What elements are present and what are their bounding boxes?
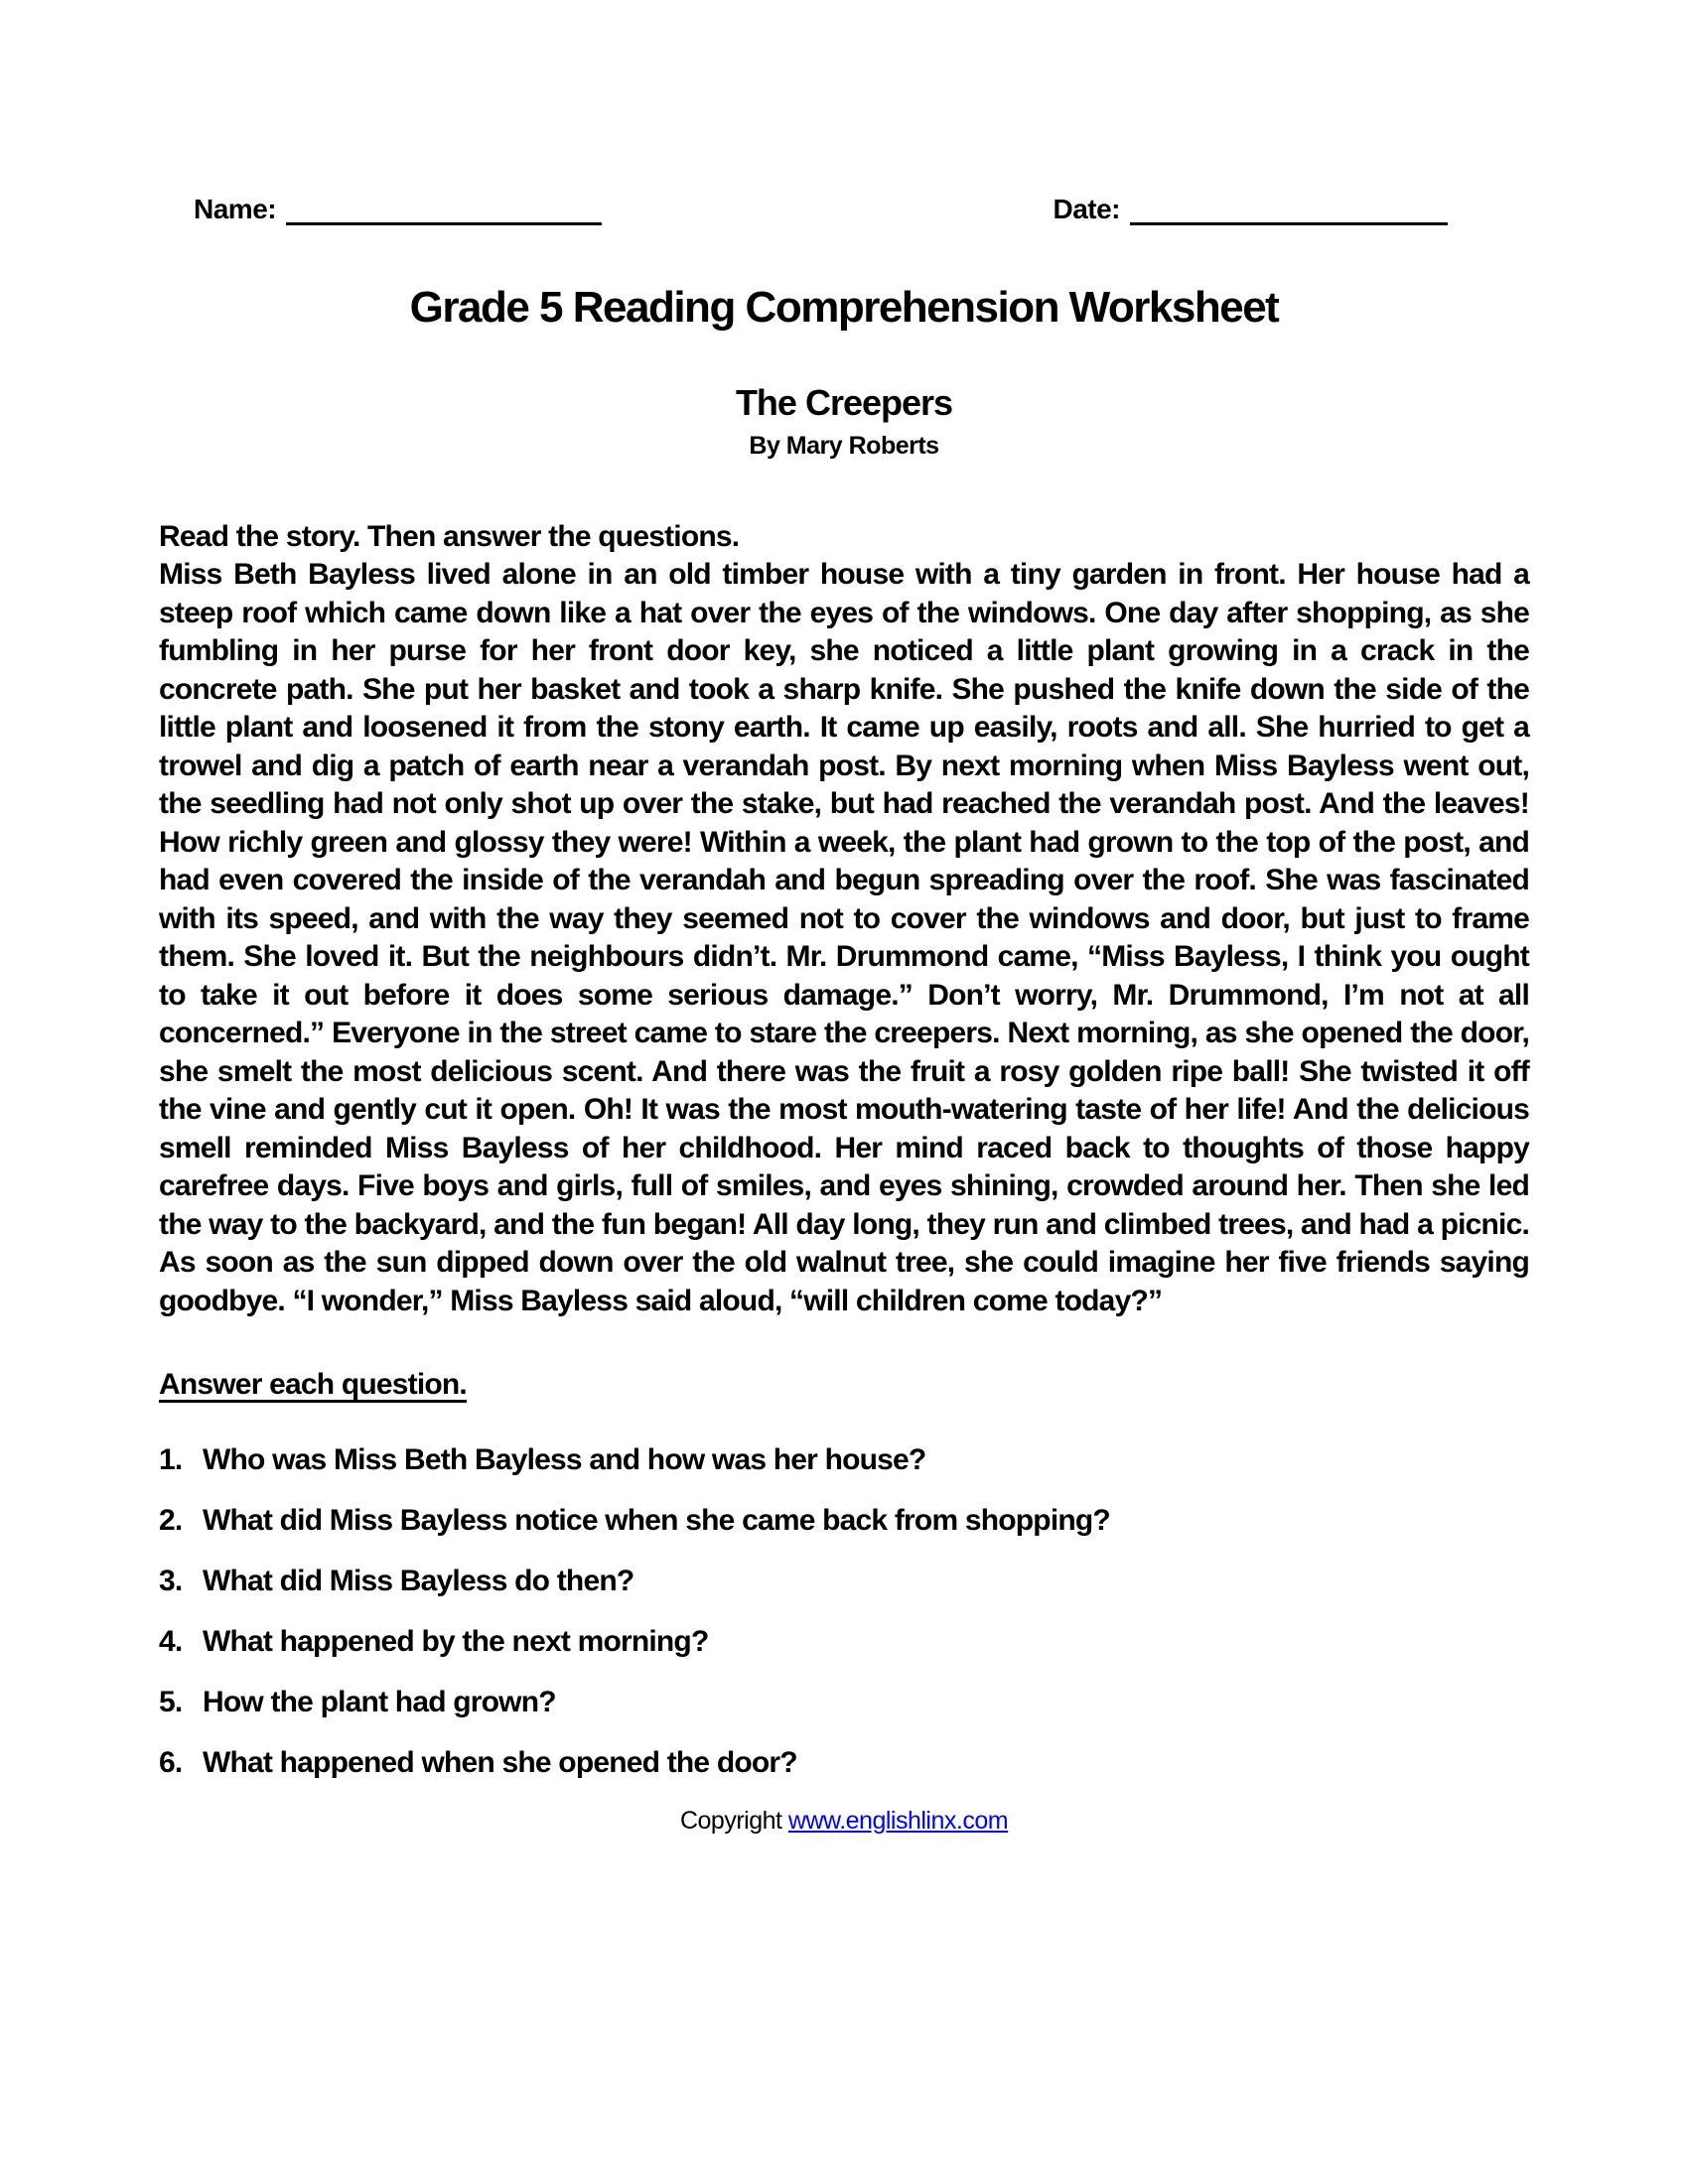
story-instructions: Read the story. Then answer the questions. [159, 520, 740, 553]
footer [159, 1807, 1529, 1836]
questions-heading: Answer each question. [159, 1368, 467, 1401]
story-body: Miss Beth Bayless lived alone in an old timber house with a tiny garden in front. Her house had a steep roof which came down like a hat over the eyes of the windows. One day after shopping, as she fumbling in her purse for her front door key, she noticed a little plant growing in a crack in the concrete path. She put her basket and took a sharp knife. She pushed the knife down the side of the little plant and loosened it from the stony earth. It came up easily, roots and all. She hurried to get a trowel and dig a patch of earth near a verandah post. By next morning when Miss Bayless went out, the seedling had not only shot up over the stake, but had reached the verandah post. And the leaves! How richly green and glossy they were! Within a week, the plant had grown to the top of the post, and had even covered the inside of the verandah and begun spreading over the roof. She was fascinated with its speed, and with the way they seemed not to cover the windows and door, but just to frame them. She loved it. But the neighbours didn’t. Mr. Drummond came, “Miss Bayless, I think you ought to take it out before it does some serious damage.” Don’t worry, Mr. Drummond, I’m not at all concerned.” Everyone in the street came to stare the creepers. Next morning, as she opened the door, she smelt the most delicious scent. And there was the fruit a rosy golden ripe ball! She twisted it off the vine and gently cut it open. Oh! It was the most mouth-watering taste of her life! And the delicious smell reminded Miss Bayless of her childhood. Her mind raced back to thoughts of those happy carefree days. Five boys and girls, full of smiles, and eyes shining, crowded around her. Then she led the way to the backyard, and the fun began! All day long, they run and climbed trees, and had a picnic. As soon as the sun dipped down over the old walnut tree, she could imagine her five friends saying goodbye. “I wonder,” Miss Bayless said aloud, “will children come today?” [159, 558, 1529, 1317]
question-text: What did Miss Bayless notice when she came back from shopping? [203, 1504, 1110, 1537]
date-blank-line [1130, 196, 1448, 225]
questions-heading-row [159, 1368, 1529, 1402]
date-field [1053, 194, 1448, 225]
name-blank-line [286, 196, 602, 225]
name-field [194, 194, 602, 225]
question-text: Who was Miss Beth Bayless and how was her house? [203, 1443, 926, 1476]
page-title: Grade 5 Reading Comprehension Worksheet [409, 283, 1279, 332]
question-number: 3. [159, 1565, 183, 1597]
question-item [159, 1504, 1529, 1538]
question-number: 4. [159, 1625, 183, 1658]
copyright-link[interactable]: www.englishlinx.com [787, 1807, 1009, 1835]
question-number: 1. [159, 1443, 183, 1476]
story-byline: By Mary Roberts [749, 432, 939, 460]
story-title: The Creepers [735, 382, 953, 423]
question-text: What did Miss Bayless do then? [203, 1565, 634, 1597]
date-label: Date: [1053, 194, 1120, 224]
question-text: What happened when she opened the door? [203, 1746, 797, 1779]
name-label: Name: [194, 194, 277, 224]
question-number: 5. [159, 1686, 183, 1718]
question-item [159, 1443, 1529, 1477]
question-number: 2. [159, 1504, 183, 1537]
question-text: How the plant had grown? [203, 1686, 556, 1718]
question-item [159, 1565, 1529, 1598]
question-list [159, 1443, 1529, 1780]
question-item [159, 1746, 1529, 1780]
question-item [159, 1625, 1529, 1659]
copyright-label: Copyright [679, 1807, 782, 1835]
question-text: What happened by the next morning? [203, 1625, 709, 1658]
header-row [159, 194, 1529, 225]
question-item [159, 1686, 1529, 1719]
question-number: 6. [159, 1746, 183, 1779]
